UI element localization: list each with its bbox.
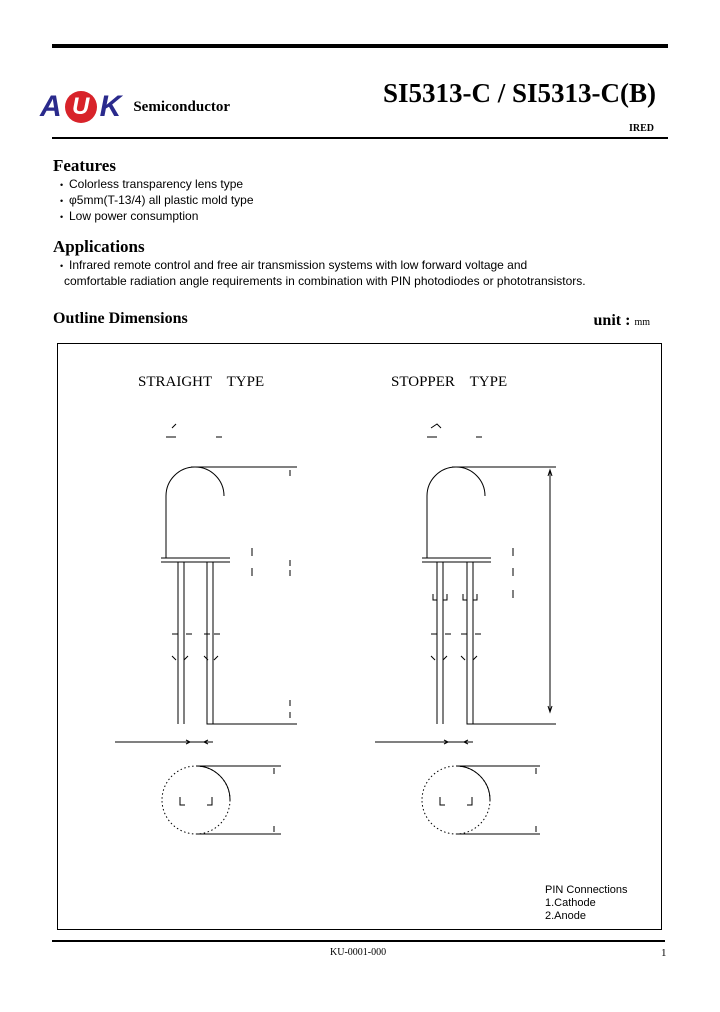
straight-type-label: STRAIGHT TYPE: [138, 374, 265, 390]
stopper-led-bottom-view: [422, 766, 540, 834]
unit-label-text: unit :: [593, 312, 631, 329]
logo-letter-k: K: [99, 90, 122, 123]
straight-led-bottom-view: [162, 766, 281, 834]
stopper-dimension-marks: [375, 424, 552, 744]
unit-value: mm: [634, 317, 650, 328]
list-item: • Colorless transparency lens type: [60, 177, 254, 193]
applications-line-2: comfortable radiation angle requirements in combination with PIN photodiodes or phototransistors.: [64, 274, 586, 288]
logo-letter-a: A: [40, 90, 62, 123]
pin-2-label: 2.Anode: [545, 910, 586, 922]
footer-rule: [52, 940, 665, 942]
device-category: IRED: [628, 123, 654, 134]
straight-dimension-marks: [115, 424, 290, 744]
list-item: • Low power consumption: [60, 209, 254, 225]
pin-1-label: 1.Cathode: [545, 897, 596, 909]
stopper-type-label: STOPPER TYPE: [391, 374, 508, 390]
straight-led-side-view: [161, 467, 297, 724]
document-code: KU-0001-000: [330, 947, 387, 958]
features-heading: Features: [53, 156, 116, 175]
applications-line-1: Infrared remote control and free air transmission systems with low forward voltage and: [69, 258, 528, 272]
pin-connections: [545, 884, 628, 923]
list-item: • φ5mm(T-13/4) all plastic mold type: [60, 193, 254, 209]
part-number-title: SI5313-C / SI5313-C(B): [382, 78, 656, 108]
applications-heading: Applications: [53, 237, 145, 256]
company-name: Semiconductor: [133, 98, 231, 115]
page-number: 1: [661, 947, 667, 959]
stopper-led-side-view: [422, 467, 556, 724]
logo-letter-u: U: [65, 91, 97, 123]
outline-heading: Outline Dimensions: [53, 310, 188, 327]
applications-text: • Infrared remote control and free air transmission systems with low forward voltage and comfortable radiation angle requirements in combination with PIN photodiodes or phototransistors.: [60, 258, 586, 288]
pin-connections-title: PIN Connections: [545, 884, 628, 896]
